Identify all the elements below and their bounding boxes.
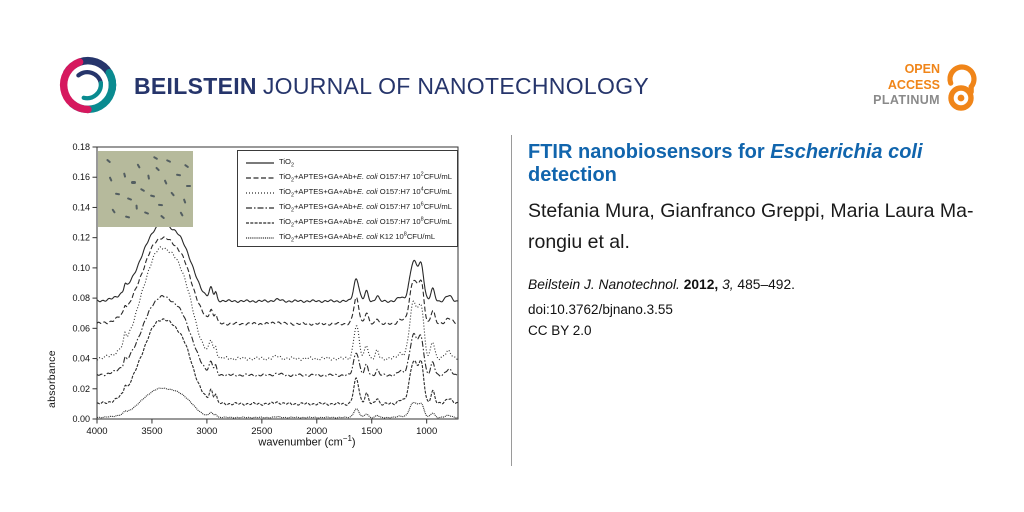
legend-line-sample [245, 159, 275, 167]
bacterium-rod [163, 180, 167, 186]
y-tick-label: 0.18 [72, 142, 90, 152]
bacterium-rod [176, 173, 181, 176]
bacterium-rod [105, 159, 110, 164]
open-access-line3: PLATINUM [873, 93, 940, 107]
y-tick-label: 0.08 [72, 293, 90, 304]
legend-label: TiO$_2$+APTES+GA+Ab+E. coli O157:H7 $10^8CFU/mL$ [279, 215, 452, 229]
open-access-line1: OPEN [904, 62, 940, 76]
y-tick-label: 0.00 [72, 414, 90, 424]
bacterium-rod [158, 204, 163, 207]
legend-line-sample [245, 234, 275, 242]
bacterium-rod [122, 172, 126, 177]
x-tick-label: 2500 [251, 426, 273, 437]
legend-label: TiO$_2$+APTES+GA+Ab+E. coli O157:H7 $10^4CFU/mL$ [279, 185, 452, 199]
y-tick-label: 0.10 [72, 262, 90, 273]
bacterium-rod [166, 159, 172, 163]
micrograph-inset [98, 151, 193, 227]
bacterium-rod [131, 181, 136, 183]
legend-line-sample [245, 219, 275, 227]
legend-item [245, 170, 457, 185]
bacterium-rod [126, 197, 131, 201]
y-tick-label: 0.14 [72, 202, 90, 213]
figure-panel [46, 138, 480, 460]
x-tick-label: 2000 [306, 426, 328, 437]
x-tick-label: 1000 [416, 426, 438, 437]
bacterium-rod [124, 215, 129, 219]
open-access-text [873, 62, 940, 109]
x-tick-label: 3500 [141, 426, 163, 437]
open-access-badge [860, 60, 980, 114]
bacterium-rod [115, 192, 120, 195]
y-tick-label: 0.04 [72, 353, 90, 364]
legend-item [245, 230, 457, 245]
bacterium-rod [155, 166, 160, 171]
bacterium-rod [179, 212, 183, 217]
legend-item [245, 215, 457, 230]
y-tick-label: 0.06 [72, 323, 90, 334]
spectrum-line [97, 388, 458, 418]
open-access-line2: ACCESS [887, 77, 940, 92]
bacterium-rod [143, 211, 148, 215]
legend-label: TiO$_2$+APTES+GA+Ab+E. coli O157:H7 $10^2CFU/mL$ [279, 170, 452, 184]
legend-line-sample [245, 174, 275, 182]
bacterium-rod [108, 176, 112, 182]
y-tick-label: 0.12 [72, 232, 90, 243]
journal-wordmark [134, 73, 649, 100]
journal-name-rest: JOURNAL OF NANOTECHNOLOGY [262, 73, 650, 99]
bacterium-rod [150, 194, 155, 198]
bacterium-rod [186, 185, 191, 187]
legend-line-sample [245, 204, 275, 212]
x-tick-label: 3000 [196, 426, 218, 437]
legend-item [245, 185, 457, 200]
legend-label: TiO$_2$ [279, 156, 294, 169]
beilstein-logo-icon [56, 53, 120, 117]
spectrum-line [97, 247, 458, 360]
bacterium-rod [146, 175, 149, 180]
article-license: CC BY 2.0 [528, 323, 592, 338]
legend-label: TiO$_2$+APTES+GA+Ab+E. coli K12 $10^8CFU/mL$ [279, 230, 436, 244]
x-tick-label: 1500 [361, 426, 383, 437]
article-doi: doi:10.3762/bjnano.3.55 [528, 302, 673, 317]
bacterium-rod [170, 191, 175, 196]
y-axis-label: absorbance [46, 350, 58, 408]
bacterium-rod [135, 204, 138, 209]
bacterium-rod [140, 188, 145, 192]
legend-label: TiO$_2$+APTES+GA+Ab+E. coli O157:H7 $10^6CFU/mL$ [279, 200, 452, 214]
bacterium-rod [153, 156, 158, 160]
y-tick-label: 0.16 [72, 172, 90, 183]
legend-item [245, 200, 457, 215]
article-citation: Beilstein J. Nanotechnol. 2012, 3, 485–492. [528, 277, 795, 292]
bacterium-rod [160, 214, 165, 219]
bacterium-rod [136, 163, 140, 168]
panel-divider [511, 135, 512, 466]
open-access-lock-icon [942, 60, 980, 114]
article-authors: Stefania Mura, Gianfranco Greppi, Maria Laura Ma- rongiu et al. [528, 200, 974, 253]
bacterium-rod [182, 199, 186, 204]
spectrum-line [97, 237, 458, 325]
y-tick-label: 0.02 [72, 383, 90, 394]
bacterium-rod [183, 163, 188, 168]
bacterium-rod [111, 209, 116, 214]
x-tick-label: 4000 [86, 426, 108, 437]
legend-line-sample [245, 189, 275, 197]
chart-legend [237, 150, 458, 247]
x-axis-label: wavenumber $(cm^{-1})$ [258, 434, 356, 449]
article-title: FTIR nanobiosensors for Escherichia coli detection [528, 141, 923, 186]
spectrum-line [97, 296, 458, 377]
legend-item [245, 155, 457, 170]
journal-name-bold: BEILSTEIN [134, 73, 257, 99]
